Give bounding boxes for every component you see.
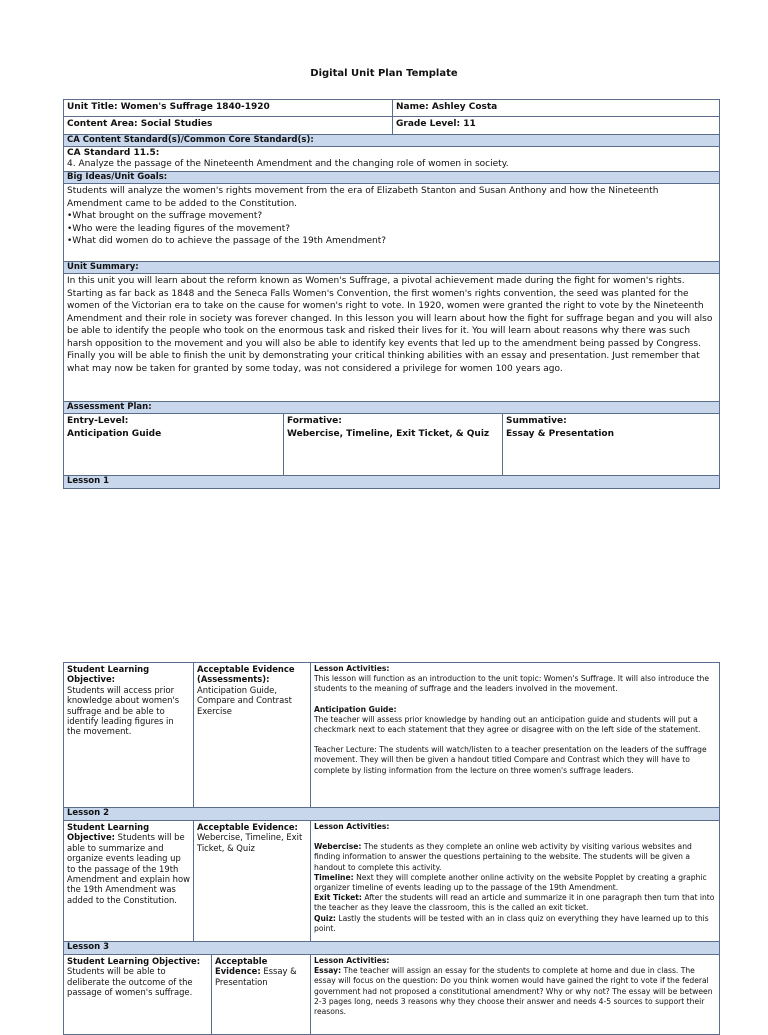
lessons-table — [63, 662, 720, 1035]
big-ideas-question: •What did women do to achieve the passage of the 19th Amendment? — [67, 236, 387, 246]
lesson-3-objective — [64, 955, 212, 1035]
evidence-label: Acceptable Evidence (Assessments): — [197, 664, 295, 685]
standard-text: 4. Analyze the passage of the Nineteenth Amendment and the changing role of women in society. — [67, 159, 509, 169]
entry-level-value: Anticipation Guide — [67, 428, 162, 439]
lesson-2-activities — [311, 821, 720, 942]
exit-ticket-label: Exit Ticket: — [314, 893, 362, 903]
objective-text: Students will be able to summarize and organize events leading up to the passage of the 19th Amendment and explain how the 19th Amendment was added to the Constitution. — [67, 832, 190, 905]
content-area: Content Area: Social Studies — [64, 117, 393, 135]
entry-level-label: Entry-Level: — [67, 416, 129, 426]
anticipation-guide-label: Anticipation Guide: — [314, 704, 397, 714]
lesson-1-objective — [64, 663, 194, 808]
standards-cell — [64, 147, 720, 172]
anticipation-guide-text: The teacher will assess prior knowledge by handing out an anticipation guide and students will put a checkmark next to each statement that they agree or disagree with on the left side of the statement. — [314, 714, 701, 735]
unit-summary-text: In this unit you will learn about the reform known as Women's Suffrage, a pivotal achievement made during the fight for women's rights. Starting as far back as 1848 and the Seneca Falls Women's Convention, the first women's rights convention, the seed was planted for the women of the Victorian era to take on the cause for women's right to vote. In 1920, women were granted the right to vote by the Nineteenth Amendment and their role in society was forever changed. In this lesson you will learn about how the fight for suffrage began and you will also be able to identify the people who took on the enormous task and risked their lives for it. You will learn about reasons why there was such harsh opposition to the movement and you will also be able to identify key events that led up to the amendment being passed by Congress. Finally you will be able to finish the unit by demonstrating your critical thinking abilities with an essay and presentation. Just remember that what may now be taken for granted by some today, was not considered a privilege for women 100 years ago. — [64, 274, 720, 402]
unit-plan-table — [63, 99, 720, 489]
objective-text: Students will be able to deliberate the outcome of the passage of women's suffrage. — [67, 966, 193, 998]
evidence — [215, 956, 307, 987]
evidence-label: Acceptable Evidence: — [215, 956, 268, 977]
timeline-label: Timeline: — [314, 872, 354, 882]
lesson-3-header: Lesson 3 — [64, 942, 720, 955]
teacher-lecture — [314, 745, 716, 776]
formative-label: Formative: — [287, 416, 342, 426]
activities-label: Lesson Activities: — [314, 956, 390, 965]
big-ideas-question: •Who were the leading figures of the movement? — [67, 223, 291, 234]
activities-label: Lesson Activities: — [314, 822, 390, 831]
lesson-1-activities — [311, 663, 720, 808]
big-ideas-cell — [64, 184, 720, 262]
assessment-plan-header: Assessment Plan: — [64, 402, 720, 414]
objective — [67, 956, 208, 998]
lesson-1-header: Lesson 1 — [64, 476, 720, 489]
standards-header: CA Content Standard(s)/Common Core Standard(s): — [64, 135, 720, 147]
quiz — [314, 914, 716, 934]
lesson-2-objective — [64, 821, 194, 942]
essay-text: The teacher will assign an essay for the students to complete at home and due in class. The essay will focus on the question: Do you think women would have gained the right to vote if the federal government had not proposed a constitutional amendment? Why or why not? The essay will be between 2-3 pages long, needs 3 reasons why they choose their answer and needs 4-5 sources to support their reasons. — [314, 966, 713, 1017]
objective-label: Student Learning Objective: — [67, 822, 150, 843]
webercise — [314, 842, 716, 873]
essay — [314, 966, 716, 1017]
teacher-lecture-label: Teacher Lecture: — [314, 745, 377, 755]
objective-label: Student Learning Objective: — [67, 664, 150, 685]
document-title: Digital Unit Plan Template — [310, 68, 458, 79]
objective — [67, 822, 190, 905]
evidence-text: Webercise, Timeline, Exit Ticket, & Quiz — [197, 832, 303, 853]
activities-label: Lesson Activities: — [314, 664, 390, 673]
big-ideas-header: Big Ideas/Unit Goals: — [64, 172, 720, 184]
big-ideas-text: Students will analyze the women's rights movement from the era of Elizabeth Stanton and Susan Anthony and how the Nineteenth Amendment came to be added to the Constitution. — [67, 186, 659, 209]
summative-cell — [503, 414, 720, 476]
evidence-text: Anticipation Guide, Compare and Contrast Exercise — [197, 684, 292, 716]
unit-title: Unit Title: Women's Suffrage 1840-1920 — [64, 100, 393, 117]
lesson-3-evidence — [212, 955, 311, 1035]
big-ideas-question: •What brought on the suffrage movement? — [67, 211, 263, 221]
standard-title: CA Standard 11.5: — [67, 148, 160, 158]
lesson-1-evidence — [194, 663, 311, 808]
essay-label: Essay: — [314, 966, 342, 976]
lesson-3-activities — [311, 955, 720, 1035]
formative-cell — [284, 414, 503, 476]
exit-ticket-text: After the students will read an article and summarize it in one paragraph then turn that into the teacher as they leave the classroom, this is the called an exit ticket. — [314, 893, 715, 913]
formative-value: Webercise, Timeline, Exit Ticket, & Quiz — [287, 428, 490, 439]
grade-level: Grade Level: 11 — [393, 117, 720, 135]
unit-summary-header: Unit Summary: — [64, 262, 720, 274]
summative-label: Summative: — [506, 416, 567, 426]
teacher-name: Name: Ashley Costa — [393, 100, 720, 117]
lesson-2-header: Lesson 2 — [64, 808, 720, 821]
teacher-lecture-text: The students will watch/listen to a teacher presentation on the leaders of the suffrage movement. They will then be given a handout titled Compare and Contrast which they will have to complete by listing information from the lecture on three women's suffrage leaders. — [314, 745, 707, 775]
objective-text: Students will access prior knowledge about women's suffrage and be able to identify leading figures in the movement. — [67, 684, 180, 737]
evidence-text: Essay & Presentation — [215, 966, 297, 987]
activities-intro: This lesson will function as an introduction to the unit topic: Women's Suffrage. It will also introduce the students to the meaning of suffrage and the leaders involved in the movement. — [314, 674, 710, 694]
quiz-label: Quiz: — [314, 913, 336, 923]
summative-value: Essay & Presentation — [506, 428, 614, 439]
timeline — [314, 873, 716, 893]
objective-label: Student Learning Objective: — [67, 956, 201, 966]
entry-level-cell — [64, 414, 284, 476]
quiz-text: Lastly the students will be tested with an in class quiz on everything they have learned up to this point. — [314, 913, 709, 933]
webercise-text: The students as they complete an online web activity by visiting various websites and finding information to answer the questions pertaining to the website. The students will be given a handout to complete this activity. — [314, 842, 692, 872]
exit-ticket — [314, 893, 716, 913]
lesson-2-evidence — [194, 821, 311, 942]
timeline-text: Next they will complete another online activity on the website Popplet by creating a graphic organizer timeline of events leading up to the passage of the 19th Amendment. — [314, 872, 707, 893]
webercise-label: Webercise: — [314, 842, 362, 852]
evidence-label: Acceptable Evidence: — [197, 822, 298, 832]
